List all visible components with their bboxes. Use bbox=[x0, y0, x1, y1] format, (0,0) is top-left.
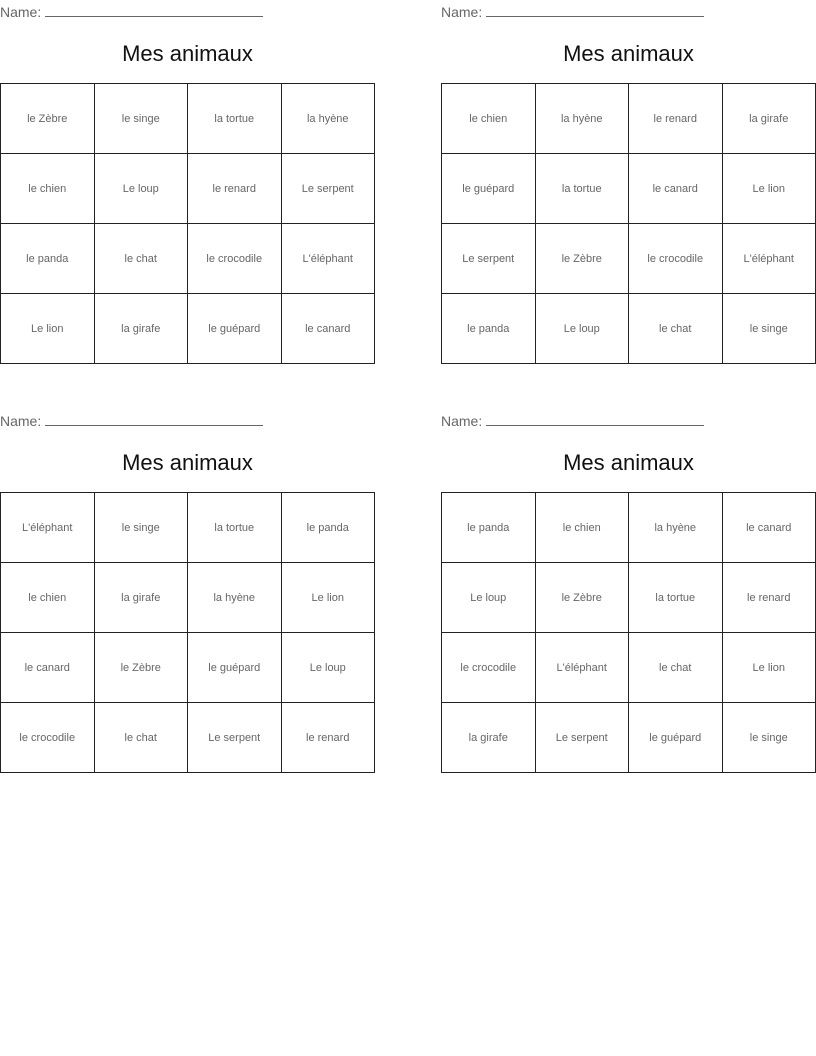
name-label: Name: bbox=[441, 413, 483, 429]
name-label: Name: bbox=[0, 413, 42, 429]
grid-cell: le chien bbox=[1, 563, 95, 633]
grid-cell: le crocodile bbox=[1, 703, 95, 773]
grid-cell: le chien bbox=[442, 84, 536, 154]
grid-row bbox=[442, 294, 816, 364]
bingo-grid bbox=[0, 492, 375, 773]
grid-cell: la tortue bbox=[629, 563, 723, 633]
grid-cell: Le serpent bbox=[281, 154, 375, 224]
grid-cell: Le loup bbox=[281, 633, 375, 703]
grid-cell: la girafe bbox=[94, 563, 188, 633]
grid-cell: le chien bbox=[1, 154, 95, 224]
grid-row bbox=[1, 84, 375, 154]
name-field bbox=[441, 2, 704, 20]
grid-cell: le canard bbox=[1, 633, 95, 703]
grid-cell: la hyène bbox=[629, 493, 723, 563]
grid-cell: le chat bbox=[94, 224, 188, 294]
grid-cell: le Zèbre bbox=[535, 563, 629, 633]
grid-cell: le chat bbox=[629, 294, 723, 364]
bingo-grid bbox=[0, 83, 375, 364]
grid-cell: le Zèbre bbox=[535, 224, 629, 294]
grid-cell: Le lion bbox=[722, 154, 816, 224]
grid-cell: le singe bbox=[94, 493, 188, 563]
grid-cell: L'éléphant bbox=[1, 493, 95, 563]
grid-cell: Le loup bbox=[535, 294, 629, 364]
grid-cell: la hyène bbox=[281, 84, 375, 154]
grid-cell: le panda bbox=[442, 493, 536, 563]
grid-row bbox=[1, 224, 375, 294]
name-field bbox=[441, 411, 704, 429]
grid-row bbox=[1, 563, 375, 633]
grid-row bbox=[442, 633, 816, 703]
grid-cell: Le loup bbox=[442, 563, 536, 633]
name-underline[interactable] bbox=[486, 2, 704, 17]
grid-cell: L'éléphant bbox=[281, 224, 375, 294]
grid-cell: le crocodile bbox=[442, 633, 536, 703]
grid-cell: le panda bbox=[1, 224, 95, 294]
grid-row bbox=[442, 84, 816, 154]
grid-cell: le singe bbox=[722, 703, 816, 773]
grid-cell: le panda bbox=[281, 493, 375, 563]
grid-cell: la girafe bbox=[442, 703, 536, 773]
grid-cell: Le serpent bbox=[535, 703, 629, 773]
name-underline[interactable] bbox=[45, 2, 263, 17]
grid-row bbox=[442, 493, 816, 563]
grid-row bbox=[442, 703, 816, 773]
grid-row bbox=[442, 563, 816, 633]
card-title: Mes animaux bbox=[563, 41, 694, 66]
name-label: Name: bbox=[0, 4, 42, 20]
grid-row bbox=[442, 154, 816, 224]
card-title: Mes animaux bbox=[122, 450, 253, 475]
grid-cell: le singe bbox=[94, 84, 188, 154]
grid-row bbox=[1, 493, 375, 563]
grid-cell: le guépard bbox=[188, 633, 282, 703]
grid-cell: la girafe bbox=[94, 294, 188, 364]
grid-row bbox=[1, 154, 375, 224]
grid-cell: le renard bbox=[629, 84, 723, 154]
grid-cell: L'éléphant bbox=[535, 633, 629, 703]
grid-cell: la hyène bbox=[535, 84, 629, 154]
grid-cell: Le serpent bbox=[188, 703, 282, 773]
grid-row bbox=[1, 294, 375, 364]
grid-cell: le Zèbre bbox=[1, 84, 95, 154]
grid-row bbox=[1, 703, 375, 773]
grid-cell: le singe bbox=[722, 294, 816, 364]
grid-cell: le Zèbre bbox=[94, 633, 188, 703]
grid-cell: le guépard bbox=[629, 703, 723, 773]
grid-cell: le chat bbox=[94, 703, 188, 773]
grid-cell: le panda bbox=[442, 294, 536, 364]
grid-cell: le chat bbox=[629, 633, 723, 703]
grid-row bbox=[442, 224, 816, 294]
grid-cell: la hyène bbox=[188, 563, 282, 633]
grid-cell: le renard bbox=[281, 703, 375, 773]
grid-cell: le chien bbox=[535, 493, 629, 563]
grid-cell: le canard bbox=[281, 294, 375, 364]
name-underline[interactable] bbox=[486, 411, 704, 426]
name-label: Name: bbox=[441, 4, 483, 20]
grid-cell: la tortue bbox=[535, 154, 629, 224]
grid-cell: le guépard bbox=[188, 294, 282, 364]
grid-cell: le canard bbox=[629, 154, 723, 224]
grid-cell: le crocodile bbox=[629, 224, 723, 294]
grid-cell: le renard bbox=[188, 154, 282, 224]
grid-cell: le renard bbox=[722, 563, 816, 633]
card-title: Mes animaux bbox=[563, 450, 694, 475]
grid-cell: L'éléphant bbox=[722, 224, 816, 294]
grid-cell: le crocodile bbox=[188, 224, 282, 294]
grid-row bbox=[1, 633, 375, 703]
grid-cell: la tortue bbox=[188, 493, 282, 563]
name-field bbox=[0, 411, 263, 429]
grid-cell: la girafe bbox=[722, 84, 816, 154]
grid-cell: le guépard bbox=[442, 154, 536, 224]
grid-cell: Le loup bbox=[94, 154, 188, 224]
grid-cell: la tortue bbox=[188, 84, 282, 154]
name-underline[interactable] bbox=[45, 411, 263, 426]
bingo-grid bbox=[441, 83, 816, 364]
name-field bbox=[0, 2, 263, 20]
grid-cell: Le serpent bbox=[442, 224, 536, 294]
grid-cell: Le lion bbox=[281, 563, 375, 633]
bingo-grid bbox=[441, 492, 816, 773]
grid-cell: Le lion bbox=[1, 294, 95, 364]
grid-cell: le canard bbox=[722, 493, 816, 563]
grid-cell: Le lion bbox=[722, 633, 816, 703]
card-title: Mes animaux bbox=[122, 41, 253, 66]
